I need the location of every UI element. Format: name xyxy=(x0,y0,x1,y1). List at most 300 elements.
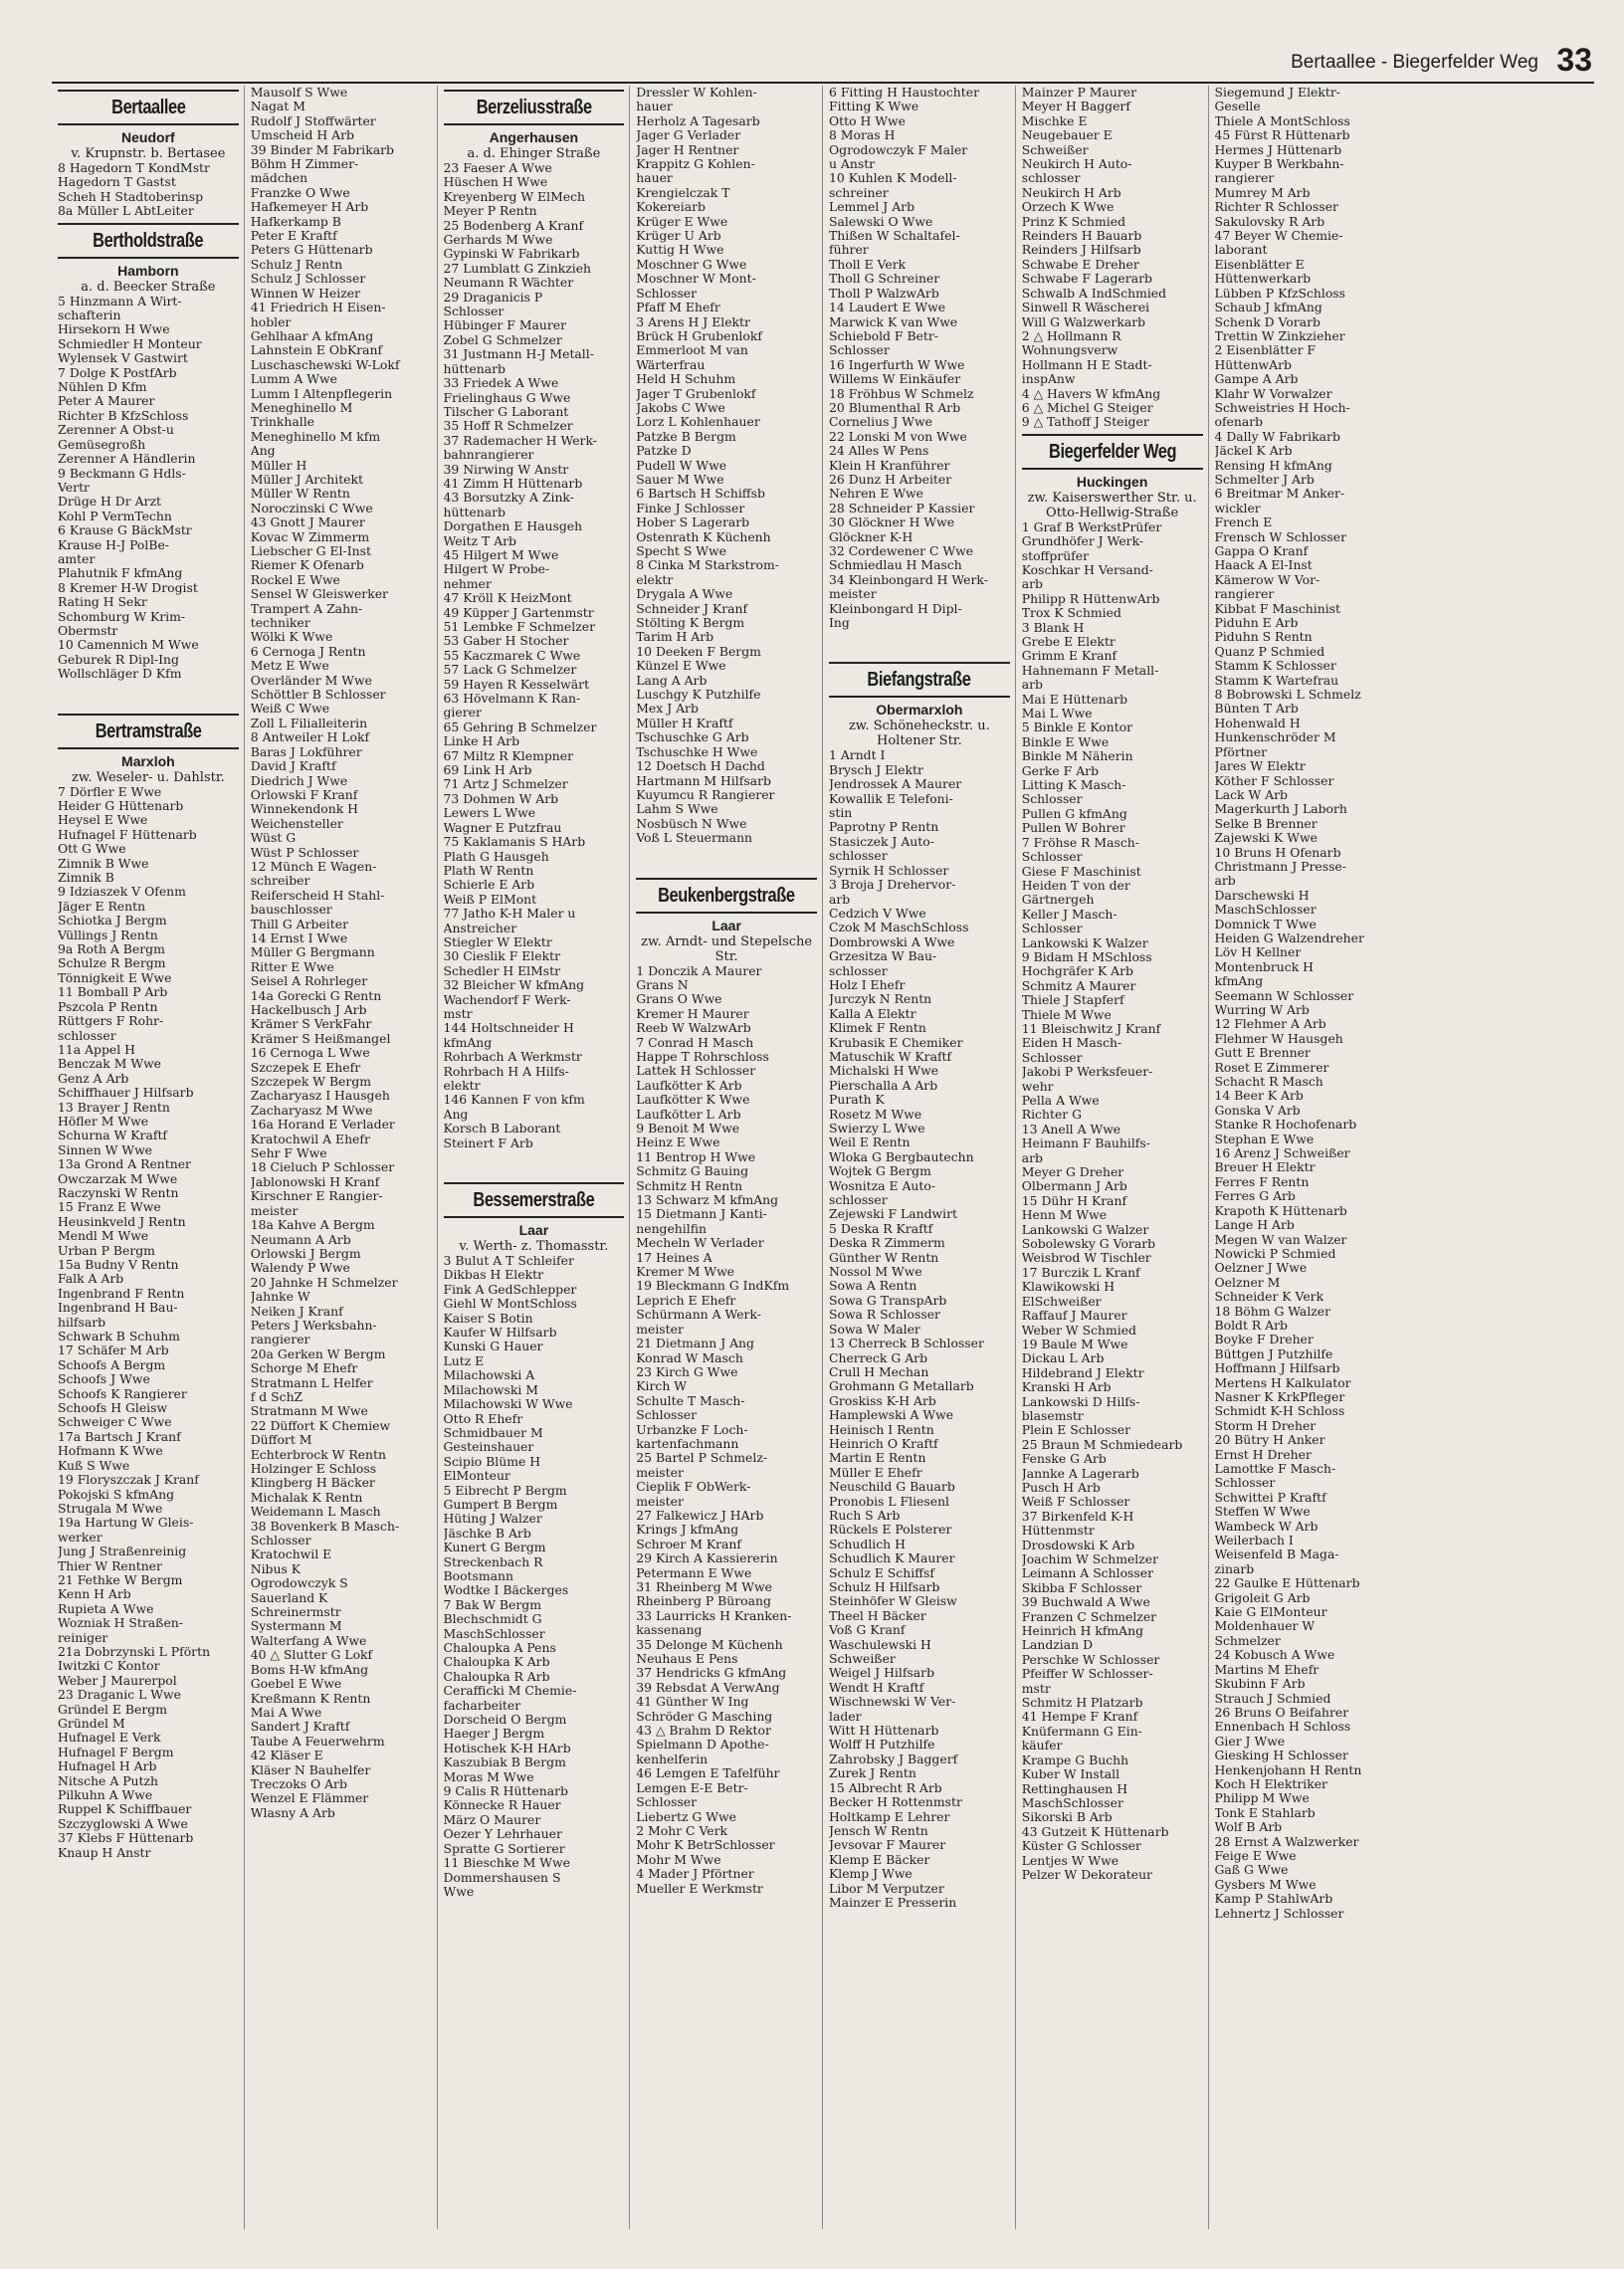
resident-entry: Kibbat F Maschinist xyxy=(1214,601,1341,616)
resident-entry: Mertens H Kalkulator xyxy=(1214,1375,1351,1390)
resident-entry: Dickau L Arb xyxy=(1021,1351,1105,1366)
resident-entry: Will G Walzwerkarb xyxy=(1021,314,1146,329)
resident-entry: Schneider J Kranf xyxy=(636,601,748,616)
resident-entry: Lattek H Schlosser xyxy=(636,1064,756,1079)
resident-entry: kenhelferin xyxy=(636,1752,709,1766)
resident-entry: 7 Conrad H Masch xyxy=(636,1035,754,1050)
resident-entry: Urbanzke F Loch- xyxy=(636,1422,748,1437)
resident-entry: Ingenbrand F Rentn xyxy=(58,1286,185,1301)
resident-entry: Schlosser xyxy=(636,1795,698,1810)
resident-entry: Hohenwald H xyxy=(1214,716,1301,730)
resident-entry: 43 Gnott J Maurer xyxy=(250,516,365,530)
resident-entry: Hahnemann F Metall- xyxy=(1021,663,1159,678)
resident-entry: 7 Dolge K PostfArb xyxy=(58,365,177,380)
resident-entry: Schulz J Rentn xyxy=(250,257,343,272)
resident-entry: blasemstr xyxy=(1021,1408,1084,1423)
resident-entry: 39 Nirwing W Anstr xyxy=(443,462,569,477)
resident-entry: Gypinski W Fabrikarb xyxy=(443,247,580,262)
resident-entry: Plath G Hausgeh xyxy=(443,849,549,864)
resident-entry: Krämer S VerkFahr xyxy=(250,1017,372,1032)
resident-entry: Sandert J Kraftf xyxy=(250,1720,350,1735)
resident-entry: Iwitzki C Kontor xyxy=(58,1659,160,1674)
resident-entry: Rohrbach A Werkmstr xyxy=(443,1050,582,1065)
resident-entry: Kaiser S Botin xyxy=(443,1311,533,1326)
resident-entry: Klemp E Bäcker xyxy=(829,1852,930,1867)
resident-entry: Schweistries H Hoch- xyxy=(1214,400,1350,415)
resident-entry: Sauerland K xyxy=(250,1590,328,1605)
resident-entry: Meyer H Baggerf xyxy=(1021,100,1130,114)
resident-entry: 25 Braun M Schmiedearb xyxy=(1021,1437,1183,1452)
resident-entry: Cherreck G Arb xyxy=(829,1350,927,1365)
resident-entry: Giehl W MontSchloss xyxy=(443,1297,577,1312)
resident-entry: Mai A Wwe xyxy=(250,1705,322,1720)
resident-entry: Ostenrath K Küchenh xyxy=(636,529,771,544)
resident-entry: Schmiedlau H Masch xyxy=(829,558,962,573)
resident-entry: Stiegler W Elektr xyxy=(443,934,552,949)
resident-entry: Bootsmann xyxy=(443,1568,513,1583)
resident-entry: Ogrodowczyk S xyxy=(250,1576,348,1591)
resident-entry: 1 Graf B WerkstPrüfer xyxy=(1021,519,1162,534)
resident-entry: Könnecke R Hauer xyxy=(443,1798,561,1813)
resident-entry: Binkle M Näherin xyxy=(1021,749,1133,764)
street-location: zw. Schöneheckstr. u. Holtener Str. xyxy=(848,719,990,749)
resident-entry: Lankowski D Hilfs- xyxy=(1021,1394,1140,1409)
resident-entry: Pförtner xyxy=(1214,744,1268,759)
resident-entry: Schoofs A Bergm xyxy=(58,1357,166,1372)
resident-entry: 35 Hoff R Schmelzer xyxy=(443,419,573,434)
district-name: Marxloh xyxy=(121,752,175,769)
resident-entry: Pilkuhn A Wwe xyxy=(58,1788,153,1803)
resident-entry: Kirch W xyxy=(636,1379,687,1394)
resident-entry: Henn M Wwe xyxy=(1021,1208,1108,1223)
resident-entry: Heinisch I Rentn xyxy=(829,1422,934,1437)
resident-entry: Rensing H kfmAng xyxy=(1214,458,1332,473)
resident-entry: Waschulewski H xyxy=(829,1637,931,1652)
resident-entry: Schorge M Ehefr xyxy=(250,1361,358,1376)
resident-entry: arb xyxy=(829,892,851,907)
street-heading xyxy=(58,714,239,749)
resident-entry: Peters G Hüttenarb xyxy=(250,243,373,258)
resident-entry: Sauer M Wwe xyxy=(636,472,724,487)
street-location: a. d. Ehinger Straße xyxy=(467,146,601,161)
resident-entry: Geburek R Dipl-Ing xyxy=(58,652,179,667)
resident-entry: Jung J Straßenreinig xyxy=(58,1545,187,1559)
resident-entry: Selke B Brenner xyxy=(1214,816,1318,831)
resident-entry: Schiebold F Betr- xyxy=(829,328,938,343)
resident-entry: Stamm K Schlosser xyxy=(1214,659,1336,674)
resident-entry: Mecheln W Verlader xyxy=(636,1236,764,1251)
resident-entry: Olbermann J Arb xyxy=(1021,1179,1127,1194)
resident-entry: 9 Calis R Hüttenarb xyxy=(443,1784,568,1799)
resident-entry: Treczoks O Arb xyxy=(250,1776,347,1791)
resident-entry: Mischke E xyxy=(1021,113,1088,128)
resident-entry: Korsch B Laborant xyxy=(443,1122,561,1136)
resident-entry: Prinz K Schmied xyxy=(1021,214,1125,229)
resident-entry: Montenbruck H xyxy=(1214,959,1314,974)
resident-entry: Zerenner A Händlerin xyxy=(58,452,196,467)
resident-entry: 4 Mader J Pförtner xyxy=(636,1867,754,1882)
resident-entry: Schwark B Schuhm xyxy=(58,1330,180,1344)
resident-entry: Schöttler B Schlosser xyxy=(250,688,386,703)
resident-entry: Stanke R Hochofenarb xyxy=(1214,1118,1357,1133)
resident-entry: Reiferscheid H Stahl- xyxy=(250,888,385,903)
resident-entry: Mendl M Wwe xyxy=(58,1229,149,1244)
street-name: Bessemerstraße xyxy=(473,1189,595,1212)
resident-entry: Hunkenschröder M xyxy=(1214,730,1336,745)
resident-entry: inspAnw xyxy=(1021,372,1076,387)
resident-entry: Gumpert B Bergm xyxy=(443,1497,558,1512)
resident-entry: Obermstr xyxy=(58,623,118,638)
resident-entry: wehr xyxy=(1021,1079,1054,1094)
resident-entry: Pierschalla A Arb xyxy=(829,1078,938,1093)
resident-entry: 47 Beyer W Chemie- xyxy=(1214,229,1343,244)
street-heading xyxy=(1022,434,1203,470)
resident-entry: 53 Gaber H Stocher xyxy=(443,634,569,649)
resident-entry: Neukirch H Auto- xyxy=(1021,157,1132,172)
resident-entry: 8 Kremer H-W Drogist xyxy=(58,580,198,595)
section-gap xyxy=(636,846,817,874)
resident-entry: Liebscher G El-Inst xyxy=(250,544,371,558)
resident-entry: Zacharyasz M Wwe xyxy=(250,1103,373,1118)
resident-entry: Schlosser xyxy=(1021,792,1083,807)
resident-entry: Kuber W Install xyxy=(1021,1767,1120,1782)
resident-entry: Vertr xyxy=(58,480,90,495)
resident-entry: Gappa O Kranf xyxy=(1214,544,1309,558)
resident-entry: Quanz P Schmied xyxy=(1214,644,1325,659)
resident-entry: bauschlosser xyxy=(250,903,332,918)
resident-entry: meister xyxy=(636,1465,684,1480)
resident-entry: stoffprüfer xyxy=(1021,548,1090,563)
resident-entry: 34 Kleinbongard H Werk- xyxy=(829,572,988,587)
resident-entry: Cedzich V Wwe xyxy=(829,906,926,921)
street-location: zw. Arndt- und Stepelsche Str. xyxy=(641,933,813,964)
resident-entry: Heinrich H kfmAng xyxy=(1021,1624,1144,1639)
resident-entry: Piduhn S Rentn xyxy=(1214,630,1313,645)
resident-entry: Steinhöfer W Gleisw xyxy=(829,1594,957,1609)
resident-entry: Mai L Wwe xyxy=(1021,707,1093,722)
resident-entry: Kratochwil E xyxy=(250,1547,332,1562)
resident-entry: rangierer xyxy=(1214,587,1275,602)
resident-entry: Schlosser xyxy=(250,1534,311,1548)
resident-entry: Crull H Mechan xyxy=(829,1364,929,1379)
resident-entry: Heinz E Wwe xyxy=(636,1135,720,1150)
resident-entry: Pfeiffer W Schlosser- xyxy=(1021,1667,1153,1682)
resident-entry: Knüfermann G Ein- xyxy=(1021,1724,1142,1739)
resident-entry: Schwabe E Dreher xyxy=(1021,257,1139,272)
resident-entry: Kirschner E Rangier- xyxy=(250,1189,383,1204)
resident-entry: Kläser N Bauhelfer xyxy=(250,1762,371,1777)
resident-entry: Hübinger F Maurer xyxy=(443,318,567,333)
resident-entry: Darschewski H xyxy=(1214,888,1310,903)
resident-entry: Grigoleit G Arb xyxy=(1214,1590,1311,1605)
resident-entry: Henkenjohann H Rentn xyxy=(1214,1762,1362,1777)
resident-entry: Wosnitza E Auto- xyxy=(829,1178,936,1193)
resident-entry: 10 Camennich M Wwe xyxy=(58,638,199,653)
resident-entry: Schulze R Bergm xyxy=(58,956,166,971)
resident-entry: 9a Roth A Bergm xyxy=(58,942,165,957)
resident-entry: 28 Ernst A Walzwerker xyxy=(1214,1834,1359,1849)
resident-entry: Perschke W Schlosser xyxy=(1021,1652,1160,1667)
resident-entry: 21 Fethke W Bergm xyxy=(58,1572,183,1587)
resident-entry: Steffen W Wwe xyxy=(1214,1505,1311,1520)
resident-entry: Willems W Einkäufer xyxy=(829,372,961,387)
resident-entry: 20 Blumenthal R Arb xyxy=(829,400,961,415)
resident-entry: Jager G Verlader xyxy=(636,128,741,143)
resident-entry: 14 Beer K Arb xyxy=(1214,1089,1304,1104)
resident-entry: Ernst H Dreher xyxy=(1214,1447,1312,1462)
resident-entry: Dorgathen E Hausgeh xyxy=(443,519,583,534)
resident-entry: Dorscheid O Bergm xyxy=(443,1713,567,1728)
resident-entry: Tholl E Verk xyxy=(829,257,907,272)
resident-entry: Schweiger C Wwe xyxy=(58,1415,172,1430)
district-name: Laar xyxy=(711,917,741,933)
resident-entry: Raffauf J Maurer xyxy=(1021,1309,1127,1324)
resident-entry: Lang A Arb xyxy=(636,673,708,688)
resident-entry: 18 Cieluch P Schlosser xyxy=(250,1160,395,1175)
resident-entry: Haeger J Bergm xyxy=(443,1727,545,1742)
resident-entry: Dikbas H Elektr xyxy=(443,1268,544,1283)
resident-entry: bahnrangierer xyxy=(443,448,534,463)
resident-entry: schreiner xyxy=(829,185,889,200)
resident-entry: Rüttgers F Rohr- xyxy=(58,1014,164,1029)
resident-entry: Koch H Elektriker xyxy=(1214,1776,1327,1791)
resident-entry: 19 Baule M Wwe xyxy=(1021,1337,1128,1351)
resident-entry: Nehren E Wwe xyxy=(829,487,923,502)
resident-entry: Peters J Werksbahn- xyxy=(250,1318,377,1333)
resident-entry: 8 Antweiler H Lokf xyxy=(250,730,370,745)
resident-entry: Gerke F Arb xyxy=(1021,763,1100,778)
resident-entry: Sinwell R Wäscherei xyxy=(1021,301,1150,315)
resident-entry: Zurek J Rentn xyxy=(829,1766,916,1781)
resident-entry: Zacharyasz I Hausgeh xyxy=(250,1089,390,1104)
resident-entry: Becker H Rottenmstr xyxy=(829,1795,962,1810)
resident-entry: Koschkar H Versand- xyxy=(1021,562,1153,577)
street-heading xyxy=(58,90,239,125)
resident-entry: Stamm K Wartefrau xyxy=(1214,673,1339,688)
resident-entry: 7 Bak W Bergm xyxy=(443,1597,541,1612)
resident-entry: Genz A Arb xyxy=(58,1071,129,1086)
resident-entry: 6 Fitting H Haustochter xyxy=(829,86,980,100)
resident-entry: Zahrobsky J Baggerf xyxy=(829,1752,958,1766)
resident-entry: Schwalb A IndSchmied xyxy=(1021,286,1167,301)
resident-entry: 33 Friedek A Wwe xyxy=(443,376,559,391)
resident-entry: Weber W Schmied xyxy=(1021,1323,1136,1338)
resident-entry: Boyke F Dreher xyxy=(1214,1333,1314,1347)
resident-entry: elektr xyxy=(636,572,674,587)
resident-entry: Holz I Ehefr xyxy=(829,977,906,992)
resident-entry: Moschner W Mont- xyxy=(636,272,756,287)
street-location: a. d. Beecker Straße xyxy=(81,279,216,295)
resident-entry: Drygala A Wwe xyxy=(636,587,733,602)
resident-entry: Kranski H Arb xyxy=(1021,1380,1112,1395)
resident-entry: schlosser xyxy=(1021,171,1081,186)
resident-entry: Heider G Hüttenarb xyxy=(58,799,184,813)
resident-entry: 1 Arndt I xyxy=(829,748,886,763)
resident-entry: Jevsovar F Maurer xyxy=(829,1838,946,1853)
resident-entry: Chaloupka K Arb xyxy=(443,1655,550,1670)
resident-entry: Rückels E Polsterer xyxy=(829,1523,952,1538)
resident-entry: 26 Dunz H Arbeiter xyxy=(829,472,952,487)
resident-entry: Landzian D xyxy=(1021,1638,1094,1653)
resident-entry: Neiken J Kranf xyxy=(250,1304,343,1319)
resident-entry: 11 Bentrop H Wwe xyxy=(636,1149,756,1164)
resident-entry: Schaub J kfmAng xyxy=(1214,301,1322,315)
resident-entry: Schröder G Masching xyxy=(636,1709,773,1724)
resident-entry: Krämer S Heißmangel xyxy=(250,1031,391,1046)
resident-entry: Stasiczek J Auto- xyxy=(829,834,934,849)
resident-entry: Metz E Wwe xyxy=(250,659,329,674)
resident-entry: Brück H Grubenlokf xyxy=(636,328,762,343)
resident-entry: Lankowski G Walzer xyxy=(1021,1222,1149,1237)
resident-entry: 10 Bruns H Ofenarb xyxy=(1214,845,1341,860)
resident-entry: wickler xyxy=(1214,501,1261,516)
resident-entry: 9 Bidam H MSchloss xyxy=(1021,949,1152,964)
resident-entry: Boms H-W kfmAng xyxy=(250,1662,369,1677)
resident-entry: Jager H Rentner xyxy=(636,142,739,157)
resident-entry: Müller H Kraftf xyxy=(636,716,733,730)
resident-entry: Pullen W Bohrer xyxy=(1021,821,1125,836)
resident-entry: Schlosser xyxy=(1021,922,1083,936)
resident-entry: Swierzy L Wwe xyxy=(829,1122,925,1135)
resident-entry: Krings J kfmAng xyxy=(636,1523,739,1538)
resident-entry: Tholl P WalzwArb xyxy=(829,286,939,301)
resident-entry: Piduhn E Arb xyxy=(1214,616,1299,631)
resident-entry: Lutz E xyxy=(443,1353,485,1368)
resident-entry: Pelzer W Dekorateur xyxy=(1021,1867,1152,1882)
resident-entry: Franzen C Schmelzer xyxy=(1021,1609,1157,1624)
resident-entry: Wärterfrau xyxy=(636,357,706,372)
resident-entry: Glöckner K-H xyxy=(829,529,914,544)
resident-entry: Lange H Arb xyxy=(1214,1218,1295,1233)
resident-entry: Cerafficki M Chemie- xyxy=(443,1684,577,1699)
resident-entry: 11 Bomball P Arb xyxy=(58,985,168,1000)
resident-entry: Tschuschke G Arb xyxy=(636,730,749,745)
resident-entry: 20 Jahnke H Schmelzer xyxy=(250,1275,398,1290)
resident-entry: Grebe E Elektr xyxy=(1021,635,1116,649)
district-name: Laar xyxy=(518,1222,549,1239)
resident-entry: Rockel E Wwe xyxy=(250,572,340,587)
resident-entry: Günther W Rentn xyxy=(829,1250,939,1265)
resident-entry: Schmitz H Platzarb xyxy=(1021,1696,1143,1711)
resident-entry: Kremer M Wwe xyxy=(636,1265,735,1280)
resident-entry: Dommershausen S xyxy=(443,1870,561,1885)
resident-entry: schlosser xyxy=(58,1028,116,1043)
resident-entry: Schweißer xyxy=(1021,142,1089,157)
resident-entry: Taube A Feuerwehrm xyxy=(250,1734,385,1749)
resident-entry: Plahutnik F kfmAng xyxy=(58,566,183,581)
resident-entry: Küster G Schlosser xyxy=(1021,1839,1141,1854)
resident-entry: Wodtke I Bäckerges xyxy=(443,1583,569,1598)
resident-entry: 21 Dietmann J Ang xyxy=(636,1337,754,1351)
resident-entry: Emmerloot M van xyxy=(636,343,748,358)
street-heading xyxy=(444,90,625,125)
resident-entry: Schulte T Masch- xyxy=(636,1393,745,1408)
resident-entry: Müller G Bergmann xyxy=(250,945,375,960)
resident-entry: 18 Fröhbus W Schmelz xyxy=(829,386,974,401)
resident-entry: Wohnungsverw xyxy=(1021,343,1118,358)
resident-entry: Pullen G kfmAng xyxy=(1021,806,1127,821)
resident-entry: 11 Bleischwitz J Kranf xyxy=(1021,1021,1161,1036)
resident-entry: Lentjes W Wwe xyxy=(1021,1853,1119,1868)
resident-entry: Oelzner M xyxy=(1214,1275,1281,1290)
resident-entry: 41 Günther W Ing xyxy=(636,1695,749,1710)
resident-entry: Kamp P StahlwArb xyxy=(1214,1892,1333,1907)
resident-entry: 3 Blank H xyxy=(1021,620,1085,635)
resident-entry: Tarim H Arb xyxy=(636,630,714,645)
resident-entry: Grundhöfer J Werk- xyxy=(1021,534,1144,549)
resident-entry: Knaup H Anstr xyxy=(58,1845,151,1860)
resident-entry: Köther F Schlosser xyxy=(1214,773,1334,788)
section-gap xyxy=(58,682,239,710)
resident-entry: Gaß G Wwe xyxy=(1214,1863,1289,1878)
resident-entry: 67 Miltz R Klempner xyxy=(443,748,574,763)
resident-entry: Jablonowski H Kranf xyxy=(250,1174,380,1189)
resident-entry: Heysel E Wwe xyxy=(58,813,148,828)
resident-entry: Gerhards M Wwe xyxy=(443,233,553,248)
resident-entry: Kaufer W Hilfsarb xyxy=(443,1326,557,1341)
resident-entry: Plath W Rentn xyxy=(443,863,534,878)
resident-entry: 32 Cordewener C Wwe xyxy=(829,544,974,558)
resident-entry: Schiffhauer J Hilfsarb xyxy=(58,1086,194,1101)
resident-entry: Schweißer xyxy=(829,1652,896,1667)
resident-entry: 46 Lemgen E Tafelführ xyxy=(636,1766,780,1781)
resident-entry: Rupieta A Wwe xyxy=(58,1601,154,1616)
resident-entry: Mainzer E Presserin xyxy=(829,1895,957,1910)
resident-entry: 27 Lumblatt G Zinkzieh xyxy=(443,261,592,276)
resident-entry: Kuyumcu R Rangierer xyxy=(636,787,775,802)
resident-entry: Walendy P Wwe xyxy=(250,1261,350,1276)
resident-entry: Jurczyk N Rentn xyxy=(829,992,932,1007)
resident-entry: Pusch H Arb xyxy=(1021,1480,1101,1495)
resident-entry: Wachendorf F Werk- xyxy=(443,992,571,1007)
resident-entry: 13 Cherreck B Schlosser xyxy=(829,1337,984,1351)
resident-entry: hüttenarb xyxy=(443,505,506,519)
resident-entry: Müller H xyxy=(250,458,307,473)
street-location: v. Krupnstr. b. Bertasee xyxy=(71,146,226,161)
resident-entry: Jakobs C Wwe xyxy=(636,400,725,415)
resident-entry: Seisel A Rohrleger xyxy=(250,974,368,989)
resident-entry: Finke J Schlosser xyxy=(636,501,745,516)
resident-entry: Hüttenwerkarb xyxy=(1214,272,1312,287)
resident-entry: Czok M MaschSchloss xyxy=(829,921,969,935)
resident-entry: Jendrossek A Maurer xyxy=(829,777,962,792)
column xyxy=(1209,86,1402,2229)
resident-entry: Milachowski M xyxy=(443,1382,538,1397)
resident-entry: hauer xyxy=(636,171,673,186)
resident-entry: Klingberg H Bäcker xyxy=(250,1476,375,1491)
resident-entry: Walterfang A Wwe xyxy=(250,1633,367,1648)
resident-entry: 45 Hilgert M Wwe xyxy=(443,547,559,562)
resident-entry: Umscheid H Arb xyxy=(250,128,354,143)
resident-entry: Syrnik H Schlosser xyxy=(829,863,949,878)
resident-entry: Drüge H Dr Arzt xyxy=(58,495,161,510)
resident-entry: 19a Hartung W Gleis- xyxy=(58,1516,194,1531)
resident-entry: Lahnstein E ObKranf xyxy=(250,343,383,358)
resident-entry: schlosser xyxy=(829,849,888,864)
resident-entry: Trettin W Zinkzieher xyxy=(1214,328,1345,343)
resident-entry: Laufkötter K Arb xyxy=(636,1078,742,1093)
resident-entry: Giese F Maschinist xyxy=(1021,864,1141,879)
resident-entry: 20a Gerken W Bergm xyxy=(250,1346,386,1361)
resident-entry: Hildebrand J Elektr xyxy=(1021,1365,1144,1380)
resident-entry: Thißen W Schaltafel- xyxy=(829,229,960,244)
resident-entry: Anstreicher xyxy=(443,921,517,935)
resident-entry: 15 Dietmann J Kanti- xyxy=(636,1207,767,1222)
resident-entry: Echterbrock W Rentn xyxy=(250,1447,386,1462)
resident-entry: Gehlhaar A kfmAng xyxy=(250,328,374,343)
resident-entry: Dressler W Kohlen- xyxy=(636,86,757,100)
resident-entry: Gemüsegroßh xyxy=(58,437,146,452)
